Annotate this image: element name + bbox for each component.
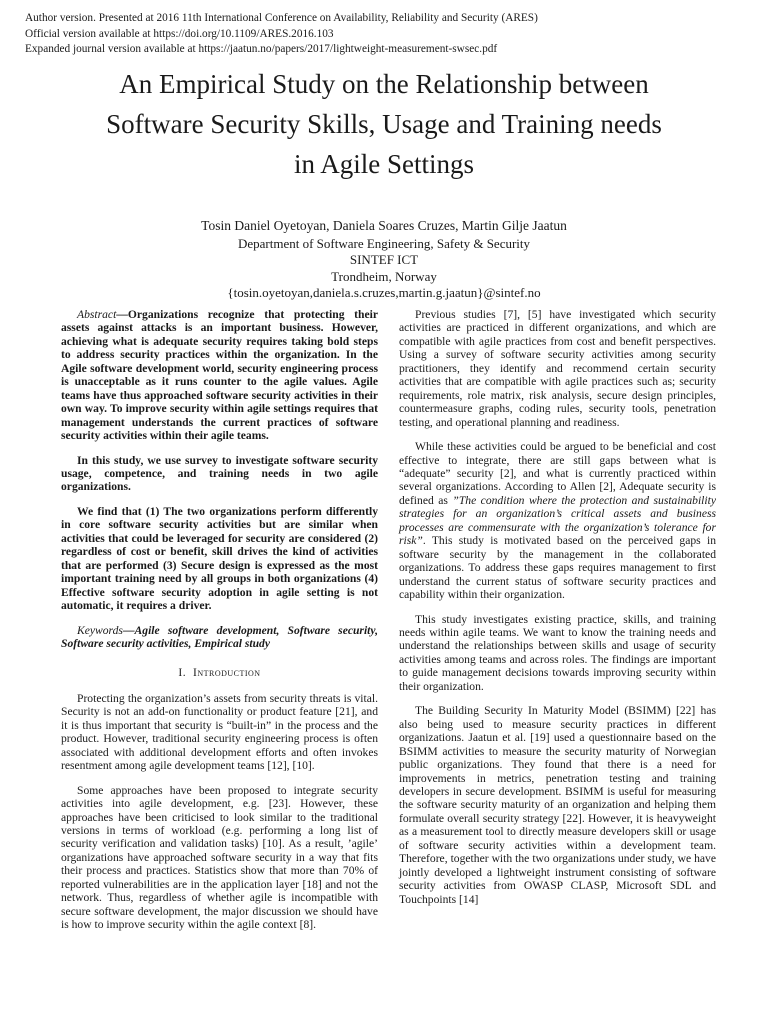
notice-line-official: Official version available at https://doi.org/10.1109/ARES.2016.103 — [25, 27, 334, 40]
keywords-label: Keywords — [77, 623, 123, 637]
section-number: I. — [178, 666, 187, 680]
right-paragraph-2-end: . This study is motivated based on the perceived gaps in software security by the management in the collaborated organizations. To address these gaps requires management to first understand the current status of software security practices and capability within their organization. — [399, 534, 716, 602]
section-heading-introduction — [61, 666, 378, 679]
author-organization: SINTEF ICT — [349, 252, 419, 267]
author-department: Department of Software Engineering, Safety & Security — [237, 235, 531, 251]
intro-paragraph-2: Some approaches have been proposed to integrate security activities into agile development, e.g. [23]. However, these approaches have been criticised to look similar to the traditional versions in terms of workload (e.g. performing a long list of security verification and validation tasks) [10]. As a result, ’agile’ organizations have approached software security in a way that fits their process and practices. Statistics show that more than 70% of reported vulnerabilities are in the application layer [18] and not the network. Thus, regardless of whether agile is incompatible with secure software development, the major discussion we should have is how to improve security within the agile context [8]. — [61, 783, 378, 932]
abstract-paragraph-3: We find that (1) The two organizations perform differently in core software security activities but are similar when activities that could be leveraged for security are considered (2) regardless of cost or benefit, skill drives the kind of activities that are performed (3) Secure design is expressed as the most important training need by all groups in both organizations (4) Effective software security adoption in agile setting is not automatic, it requires a driver. — [61, 504, 378, 613]
right-paragraph-2 — [399, 440, 716, 601]
section-title: Introduction — [192, 666, 261, 680]
author-block — [0, 218, 768, 302]
author-emails: {tosin.oyetoyan,daniela.s.cruzes,martin.g.jaatun}@sintef.no — [227, 285, 541, 300]
right-paragraph-4: The Building Security In Maturity Model (BSIMM) [22] has also being used to measure security practices in different organizations. Jaatun et al. [19] used a questionnaire based on the BSIMM activities to measure the security maturity of Norwegian public organizations. They found that there is a need for improvements in metrics, penetration testing and training developers in secure development. BSIMM is useful for measuring the software security maturity of an organization and helping them formulate overall security strategy [22]. However, it is heavyweight as a measurement tool to directly measure developers skill or usage of software security activities within a development team. Therefore, together with the two organizations under study, we have jointly developed a lightweight instrument consisting of software security activities from OWASP CLASP, Microsoft SDL and Touchpoints [14] — [399, 704, 716, 906]
abstract-text-1: —Organizations recognize that protecting their assets against attacks is an important business. However, achieving what is adequate security requires taking bold steps to address security practices within the organization. In the Agile software development world, security engineering process is unacceptable as it runs counter to the agile values. Agile teams have thus approached software security activities in their own way. To improve security within agile settings requires that management understands the current practices of software security activities within their agile teams. — [61, 308, 378, 443]
keywords-text: —Agile software development, Software security, Software security activities, Empirical study — [61, 623, 378, 650]
intro-paragraph-1: Protecting the organization’s assets from security threats is vital. Security is not an add-on functionality or product feature [21], and it is thus important that security is “built-in” in the process and the product. However, traditional security engineering process is often associated with additional development efforts and often invokes resentment among agile development teams [12], [10]. — [61, 691, 378, 773]
author-location: Trondheim, Norway — [331, 268, 437, 284]
abstract-paragraph-2: In this study, we use survey to investigate software security usage, competence, and training needs in two agile organizations. — [61, 453, 378, 494]
title-line-2: Software Security Skills, Usage and Training needs — [106, 109, 662, 139]
title-line-1: An Empirical Study on the Relationship between — [119, 69, 649, 99]
right-column — [399, 308, 716, 917]
title-line-3: in Agile Settings — [293, 149, 474, 179]
left-column — [61, 308, 378, 943]
right-paragraph-2-start: While these activities could be argued to be beneficial and cost effective to integrate, there are still gaps between what is “adequate” security [2], and what is currently practiced within several organizations. According to Allen [2], Adequate security is defined as — [399, 440, 716, 507]
paper-title — [0, 64, 768, 184]
abstract-label: Abstract — [77, 308, 117, 321]
right-paragraph-1: Previous studies [7], [5] have investigated which security activities are practiced in different organizations, and which are compatible with agile practices from cost and benefit perspectives. Using a survey of software security activities among security practitioners, they identify and recommend certain security activities that are compatible with agile practices such as; security requirements, role matrix, risk analysis, secure design principles, countermeasure graphs, coding rules, security tools, penetration testing, and operational planning and readiness. — [399, 308, 716, 429]
notice-line-expanded: Expanded journal version available at https://jaatun.no/papers/2017/lightweight-measurement-swsec.pdf — [25, 43, 498, 55]
right-paragraph-3: This study investigates existing practice, skills, and training needs within agile teams. We want to know the training needs and understand the relationships between skills and usage of security activities among teams and across roles. The findings are important to guide management decisions towards improving security within their organization. — [399, 612, 716, 693]
abstract-paragraph-1 — [61, 308, 378, 443]
adequate-security-quote: ”The condition where the protection and sustainability strategies for an organization’s critical assets and business processes are commensurate with the organization’s tolerance for risk” — [399, 493, 716, 548]
notice-line-presented: Author version. Presented at 2016 11th International Conference on Availability, Reliability and Security (ARES) — [25, 12, 538, 24]
keywords-paragraph — [61, 624, 378, 651]
publication-notice — [25, 11, 538, 58]
author-names: Tosin Daniel Oyetoyan, Daniela Soares Cruzes, Martin Gilje Jaatun — [201, 218, 567, 233]
